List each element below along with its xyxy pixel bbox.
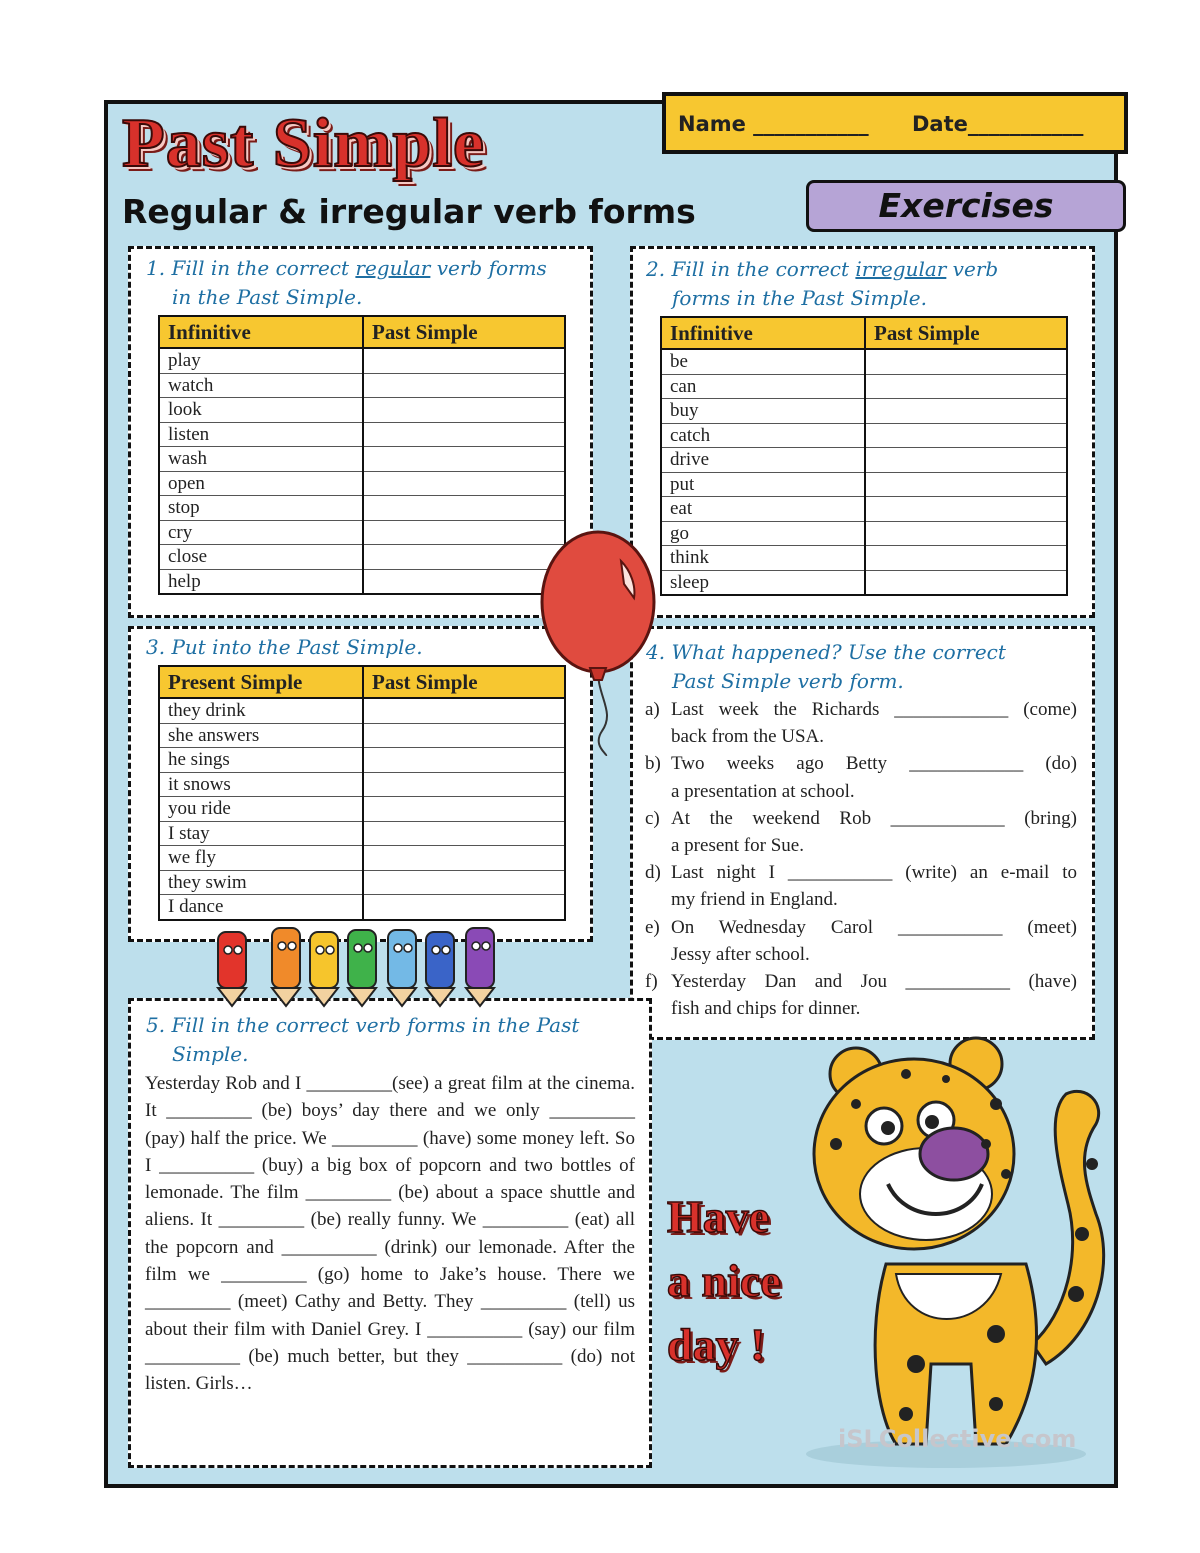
answer-cell[interactable] [363, 447, 565, 472]
answer-cell[interactable] [865, 570, 1067, 595]
answer-cell[interactable] [363, 348, 565, 373]
col-past-simple: Past Simple [363, 316, 565, 348]
table-row: eat [661, 497, 1067, 522]
table-row: help [159, 569, 565, 594]
answer-cell[interactable] [363, 797, 565, 822]
answer-cell[interactable] [363, 870, 565, 895]
watermark: iSLCollective.com [838, 1425, 1077, 1453]
answer-cell[interactable] [865, 472, 1067, 497]
closing-message: Have a nice day ! [667, 1191, 781, 1370]
exercise-1-instruction: 1. Fill in the correct regular verb forms in the Past Simple. [146, 256, 547, 309]
page-subtitle: Regular & irregular verb forms [122, 192, 696, 231]
exercise-2-table [660, 316, 1068, 596]
table-row: he sings [159, 748, 565, 773]
answer-cell[interactable] [363, 821, 565, 846]
table-row: buy [661, 399, 1067, 424]
table-row: play [159, 348, 565, 373]
answer-cell[interactable] [865, 521, 1067, 546]
name-field-label[interactable]: Name ___________ [678, 112, 869, 136]
col-infinitive: Infinitive [159, 316, 363, 348]
table-row: open [159, 471, 565, 496]
exercises-badge: Exercises [806, 180, 1126, 232]
answer-cell[interactable] [363, 496, 565, 521]
answer-cell[interactable] [865, 349, 1067, 374]
answer-cell[interactable] [865, 374, 1067, 399]
leopard-icon [796, 1034, 1118, 1474]
table-row: they drink [159, 698, 565, 723]
answer-cell[interactable] [363, 422, 565, 447]
exercise-3-table [158, 665, 566, 921]
exercise-4-instruction: 4. What happened? Use the correct Past Simple verb form. [646, 640, 1006, 693]
table-row: wash [159, 447, 565, 472]
table-row: close [159, 545, 565, 570]
answer-cell[interactable] [363, 748, 565, 773]
answer-cell[interactable] [865, 497, 1067, 522]
balloon-icon [536, 526, 660, 756]
table-row: they swim [159, 870, 565, 895]
answer-cell[interactable] [363, 698, 565, 723]
table-row: can [661, 374, 1067, 399]
table-row: sleep [661, 570, 1067, 595]
answer-cell[interactable] [865, 399, 1067, 424]
answer-cell[interactable] [363, 545, 565, 570]
table-row: look [159, 398, 565, 423]
table-row: I stay [159, 821, 565, 846]
answer-cell[interactable] [865, 448, 1067, 473]
table-row: I dance [159, 895, 565, 920]
exercise-5-text[interactable]: Yesterday Rob and I _________(see) a great film at the cinema. It _________ (be) boys’ day there and we only _________ (pay) half the price. We _________ (have) some money left. So I __________ (buy) a big box of popcorn and two bottles of lemonade. The film _________ (be) about a space shuttle and aliens. It _________ (be) really funny. We _________ (eat) all the popcorn and __________ (drink) our lemonade. After the film we _________ (go) home to Jake’s house. There we _________ (meet) Cathy and Betty. They _________ (tell) us about their film with Daniel Grey. I __________ (say) our film __________ (be) much better, but they __________ (do) not listen. Girls… [145, 1073, 635, 1395]
list-item: e) On Wednesday Carol ___________ (meet) [645, 916, 1077, 938]
list-item: b) Two weeks ago Betty ____________ (do) [645, 753, 1077, 775]
table-row: go [661, 521, 1067, 546]
page-title: Past Simple [122, 105, 485, 182]
date-field-label[interactable]: Date___________ [912, 112, 1084, 136]
col-past-simple: Past Simple [363, 666, 565, 698]
answer-cell[interactable] [363, 569, 565, 594]
exercise-3-instruction: 3. Put into the Past Simple. [146, 635, 423, 659]
table-row: stop [159, 496, 565, 521]
table-row: catch [661, 423, 1067, 448]
table-row: be [661, 349, 1067, 374]
col-infinitive: Infinitive [661, 317, 865, 349]
answer-cell[interactable] [363, 895, 565, 920]
exercise-4-items: a) Last week the Richards ____________ (come) back from the USA. b) Two weeks ago Betty ____________ (do) a presentation at school. c) At the weekend Rob ____________ (bring) a present for Sue. d) Last night I ___________ (write) an e-mail to my friend in England. e) On Wednesday Carol ___________ (meet) Jessy after school. f) Yesterday Dan and Jou ___________ (have) fish and chips for dinner. [645, 696, 1077, 1022]
list-item: a) Last week the Richards ____________ (come) [645, 699, 1077, 720]
answer-cell[interactable] [363, 846, 565, 871]
answer-cell[interactable] [363, 772, 565, 797]
table-row: cry [159, 520, 565, 545]
name-date-box [662, 92, 1128, 154]
answer-cell[interactable] [363, 471, 565, 496]
answer-cell[interactable] [363, 373, 565, 398]
col-present-simple: Present Simple [159, 666, 363, 698]
table-row: we fly [159, 846, 565, 871]
answer-cell[interactable] [363, 398, 565, 423]
list-item: f) Yesterday Dan and Jou ___________ (have) [645, 971, 1077, 993]
table-row: she answers [159, 723, 565, 748]
table-row: put [661, 472, 1067, 497]
answer-cell[interactable] [363, 723, 565, 748]
table-row: it snows [159, 772, 565, 797]
exercise-1-table [158, 315, 566, 595]
exercise-5-instruction: 5. Fill in the correct verb forms in the Past Simple. [146, 1013, 580, 1066]
table-row: think [661, 546, 1067, 571]
table-row: watch [159, 373, 565, 398]
col-past-simple: Past Simple [865, 317, 1067, 349]
answer-cell[interactable] [865, 423, 1067, 448]
list-item: c) At the weekend Rob ____________ (bring) [645, 807, 1077, 829]
answer-cell[interactable] [865, 546, 1067, 571]
table-row: drive [661, 448, 1067, 473]
exercise-2-instruction: 2. Fill in the correct irregular verb forms in the Past Simple. [646, 257, 999, 310]
table-row: you ride [159, 797, 565, 822]
crayons-icon [204, 922, 530, 1008]
list-item: d) Last night I ___________ (write) an e-mail to [645, 862, 1077, 884]
table-row: listen [159, 422, 565, 447]
answer-cell[interactable] [363, 520, 565, 545]
